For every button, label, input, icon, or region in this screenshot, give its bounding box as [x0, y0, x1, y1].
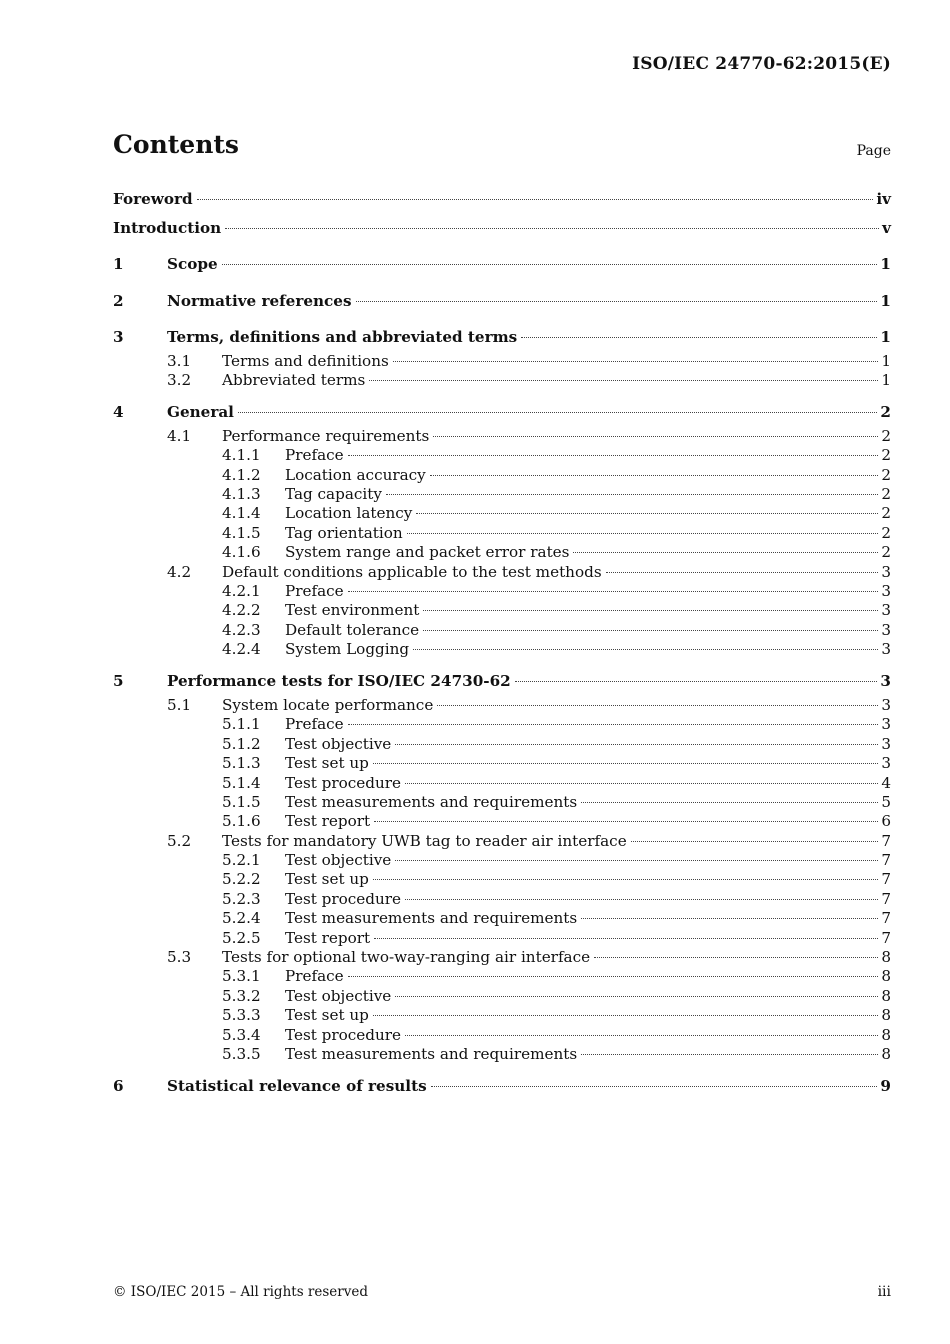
- toc-entry-title: Test report: [285, 928, 371, 947]
- toc-entry-number: 5.1.2: [222, 734, 261, 753]
- toc-entry-page: 2: [880, 403, 891, 422]
- toc-entry[interactable]: [113, 987, 891, 1006]
- dot-leader: [369, 380, 878, 381]
- toc-entry-page: 7: [881, 889, 891, 908]
- dot-leader: [395, 996, 878, 997]
- toc-entry-title: Test environment: [285, 601, 420, 620]
- copyright-notice: © ISO/IEC 2015 – All rights reserved: [113, 1284, 368, 1300]
- toc-entry-title: Preface: [285, 967, 344, 986]
- dot-leader: [197, 199, 874, 200]
- toc-entry-title: Test objective: [285, 734, 392, 753]
- toc-entry[interactable]: [113, 793, 891, 812]
- toc-entry-number: 4.1.2: [222, 465, 261, 484]
- toc-entry-page: 2: [881, 543, 891, 562]
- toc-entry-page: 7: [881, 831, 891, 850]
- toc-entry[interactable]: [113, 563, 891, 582]
- page-column-label: Page: [856, 143, 891, 159]
- toc-entry-page: 3: [881, 734, 891, 753]
- dot-leader: [348, 724, 879, 725]
- toc-entry[interactable]: [113, 1006, 891, 1025]
- dot-leader: [407, 533, 879, 534]
- toc-entry[interactable]: [113, 667, 891, 696]
- toc-entry-page: 3: [881, 715, 891, 734]
- toc-entry-title: Abbreviated terms: [222, 370, 366, 389]
- toc-entry[interactable]: [113, 640, 891, 659]
- toc-entry-page: 3: [881, 754, 891, 773]
- toc-entry-page: 2: [881, 504, 891, 523]
- toc-entry-number: 5.1.4: [222, 773, 261, 792]
- dot-leader: [606, 572, 879, 573]
- dot-leader: [581, 1054, 878, 1055]
- dot-leader: [373, 763, 878, 764]
- toc-entry-page: v: [882, 218, 891, 237]
- toc-entry[interactable]: [113, 524, 891, 543]
- toc-entry-title: Preface: [285, 581, 344, 600]
- toc-entry-title: Performance requirements: [222, 426, 430, 445]
- toc-entry-page: 8: [881, 967, 891, 986]
- dot-leader: [374, 821, 878, 822]
- toc-entry-title: Test report: [285, 812, 371, 831]
- toc-entry[interactable]: [113, 812, 891, 831]
- toc-entry-title: Location accuracy: [285, 465, 426, 484]
- dot-leader: [225, 228, 879, 229]
- dot-leader: [222, 264, 878, 265]
- toc-entry-title: System locate performance: [222, 695, 434, 714]
- dot-leader: [395, 860, 878, 861]
- toc-entry[interactable]: [113, 504, 891, 523]
- toc-entry-title: System Logging: [285, 640, 410, 659]
- page-title: Contents: [113, 130, 240, 159]
- toc-entry-number: 5.1.3: [222, 754, 261, 773]
- toc-entry-page: iv: [876, 190, 891, 208]
- toc-entry-number: 4.1.1: [222, 446, 261, 465]
- toc-entry-page: 7: [881, 870, 891, 889]
- toc-entry-page: 3: [881, 640, 891, 659]
- toc-entry[interactable]: [113, 890, 891, 909]
- toc-entry-page: 3: [881, 562, 891, 581]
- toc-entry-number: 4.1.6: [222, 543, 261, 562]
- toc-entry-title: Scope: [167, 255, 218, 273]
- toc-entry[interactable]: [113, 601, 891, 620]
- toc-entry[interactable]: [113, 909, 891, 928]
- toc-entry-page: 2: [881, 465, 891, 484]
- toc-entry[interactable]: [113, 696, 891, 715]
- toc-entry[interactable]: [113, 352, 891, 371]
- toc-entry[interactable]: [113, 446, 891, 465]
- toc-entry-page: 3: [881, 695, 891, 714]
- toc-entry[interactable]: [113, 466, 891, 485]
- toc-entry-number: 5.3.2: [222, 986, 261, 1005]
- toc-entry[interactable]: [113, 427, 891, 446]
- toc-entry-title: Default conditions applicable to the test methods: [222, 562, 602, 581]
- toc-entry-title: Normative references: [167, 291, 352, 310]
- dot-leader: [386, 494, 878, 495]
- toc-entry[interactable]: [113, 967, 891, 986]
- dot-leader: [430, 475, 879, 476]
- toc-entry[interactable]: [113, 323, 891, 352]
- toc-entry-title: Test procedure: [285, 1025, 402, 1044]
- toc-entry-page: 3: [880, 672, 891, 691]
- toc-entry-number: 5.1: [167, 695, 192, 714]
- toc-entry-title: Test set up: [285, 870, 369, 889]
- dot-leader: [405, 899, 878, 900]
- toc-entry-title: General: [167, 403, 234, 422]
- dot-leader: [348, 976, 879, 977]
- toc-entry-title: Test procedure: [285, 773, 402, 792]
- toc-entry[interactable]: [113, 870, 891, 889]
- toc-entry-number: 5.3: [167, 948, 192, 967]
- toc-entry-number: 3: [113, 328, 124, 346]
- toc-entry-title: Test measurements and requirements: [285, 909, 578, 928]
- toc-entry-number: 5.3.1: [222, 967, 261, 986]
- dot-leader: [437, 705, 878, 706]
- toc-entry-page: 2: [881, 523, 891, 542]
- toc-entry-page: 8: [881, 1006, 891, 1025]
- toc-entry[interactable]: [113, 398, 891, 427]
- toc-entry-title: Test objective: [285, 986, 392, 1005]
- toc-entry-page: 9: [880, 1077, 891, 1096]
- toc-entry[interactable]: [113, 735, 891, 754]
- toc-entry-number: 4.2.3: [222, 620, 261, 639]
- toc-entry[interactable]: [113, 774, 891, 793]
- toc-entry-number: 5.2.3: [222, 889, 261, 908]
- toc-entry[interactable]: [113, 1026, 891, 1045]
- toc-entry-title: Performance tests for ISO/IEC 24730-62: [167, 672, 511, 691]
- dot-leader: [581, 918, 878, 919]
- dot-leader: [373, 879, 878, 880]
- dot-leader: [405, 783, 878, 784]
- toc-entry-title: Preface: [285, 715, 344, 734]
- dot-leader: [433, 436, 878, 437]
- toc-entry-number: 4.1.3: [222, 484, 261, 503]
- page-number: iii: [877, 1284, 891, 1300]
- toc-entry-page: 7: [881, 851, 891, 870]
- toc-entry-title: Tag orientation: [285, 523, 403, 542]
- toc-entry-number: 4.2.4: [222, 640, 261, 659]
- toc-entry[interactable]: [113, 287, 891, 316]
- toc-entry-title: Test set up: [285, 754, 369, 773]
- toc-entry-number: 1: [113, 255, 124, 273]
- dot-leader: [413, 649, 878, 650]
- dot-leader: [416, 513, 878, 514]
- toc-entry-page: 1: [881, 351, 891, 370]
- toc-entry-page: 4: [881, 773, 891, 792]
- dot-leader: [238, 412, 877, 413]
- toc-entry-number: 5.2.5: [222, 928, 261, 947]
- toc-entry-page: 8: [881, 948, 891, 967]
- toc-entry-page: 2: [881, 446, 891, 465]
- toc-entry-page: 8: [881, 986, 891, 1005]
- dot-leader: [631, 841, 879, 842]
- toc-entry-page: 2: [881, 426, 891, 445]
- toc-entry-title: Test set up: [285, 1006, 369, 1025]
- dot-leader: [423, 630, 878, 631]
- toc-entry-number: 4.1.5: [222, 523, 261, 542]
- document-id: ISO/IEC 24770-62:2015(E): [632, 54, 891, 74]
- toc-entry[interactable]: [113, 1072, 891, 1101]
- toc-entry-page: 3: [881, 620, 891, 639]
- toc-entry[interactable]: [113, 485, 891, 504]
- toc-entry[interactable]: [113, 715, 891, 734]
- toc-entry-page: 3: [881, 601, 891, 620]
- dot-leader: [405, 1035, 878, 1036]
- toc-entry-number: 3.2: [167, 370, 192, 389]
- dot-leader: [431, 1086, 878, 1087]
- dot-leader: [423, 610, 878, 611]
- toc-entry[interactable]: [113, 929, 891, 948]
- toc-entry[interactable]: [113, 543, 891, 562]
- toc-entry-title: Preface: [285, 446, 344, 465]
- toc-entry-page: 1: [880, 255, 891, 273]
- toc-entry-title: Default tolerance: [285, 620, 420, 639]
- toc-entry[interactable]: [113, 948, 891, 967]
- toc-entry-page: 3: [881, 581, 891, 600]
- toc-entry-number: 5.2: [167, 831, 192, 850]
- toc-entry-title: Location latency: [285, 504, 413, 523]
- toc-entry-number: 4.2: [167, 562, 192, 581]
- toc-entry-page: 6: [881, 812, 891, 831]
- toc-entry-page: 5: [881, 792, 891, 811]
- toc-entry-title: Tests for optional two-way-ranging air interface: [222, 948, 591, 967]
- toc-entry-title: Foreword: [113, 190, 193, 208]
- toc-entry-number: 4.2.1: [222, 581, 261, 600]
- toc-entry[interactable]: [113, 621, 891, 640]
- toc-entry-number: 4.1: [167, 426, 192, 445]
- dot-leader: [594, 957, 878, 958]
- toc-entry-number: 5.3.5: [222, 1045, 261, 1063]
- toc-entry-number: 5.2.1: [222, 851, 261, 870]
- toc-entry-page: 1: [880, 328, 891, 346]
- toc-entry-title: Tests for mandatory UWB tag to reader air interface: [222, 831, 627, 850]
- toc-entry-title: Test measurements and requirements: [285, 1045, 578, 1063]
- toc-entry-number: 4.2.2: [222, 601, 261, 620]
- toc-entry-number: 5.1.1: [222, 715, 261, 734]
- toc-entry-title: Test procedure: [285, 889, 402, 908]
- toc-entry[interactable]: [113, 582, 891, 601]
- toc-entry[interactable]: [113, 371, 891, 390]
- toc-entry-number: 5.3.3: [222, 1006, 261, 1025]
- dot-leader: [348, 591, 879, 592]
- toc-entry-number: 3.1: [167, 351, 192, 370]
- toc-entry-page: 8: [881, 1025, 891, 1044]
- toc-entry-number: 5.2.2: [222, 870, 261, 889]
- toc-entry-number: 5.2.4: [222, 909, 261, 928]
- toc-entry-page: 8: [881, 1045, 891, 1063]
- toc-entry-number: 4.1.4: [222, 504, 261, 523]
- toc-entry-page: 1: [881, 370, 891, 389]
- dot-leader: [373, 1015, 878, 1016]
- toc-entry-number: 5.1.6: [222, 812, 261, 831]
- toc-entry[interactable]: [113, 185, 891, 214]
- toc-entry-title: Test measurements and requirements: [285, 792, 578, 811]
- toc-entry-title: Test objective: [285, 851, 392, 870]
- dot-leader: [395, 744, 878, 745]
- dot-leader: [393, 361, 879, 362]
- dot-leader: [374, 938, 878, 939]
- toc-entry-page: 7: [881, 928, 891, 947]
- toc-entry-title: Tag capacity: [285, 484, 382, 503]
- toc-entry[interactable]: [113, 754, 891, 773]
- dot-leader: [515, 681, 878, 682]
- toc-entry-number: 5.1.5: [222, 792, 261, 811]
- toc-entry-title: Statistical relevance of results: [167, 1077, 427, 1096]
- toc-entry[interactable]: [113, 214, 891, 243]
- toc-entry-number: 5: [113, 672, 124, 691]
- toc-entry-page: 2: [881, 484, 891, 503]
- toc-entry-number: 2: [113, 291, 124, 310]
- dot-leader: [521, 337, 877, 338]
- toc-entry[interactable]: [113, 1045, 891, 1064]
- toc-entry[interactable]: [113, 250, 891, 279]
- toc-entry[interactable]: [113, 832, 891, 851]
- toc-entry-page: 1: [880, 291, 891, 310]
- toc-entry-number: 5.3.4: [222, 1025, 261, 1044]
- toc-entry-page: 7: [881, 909, 891, 928]
- dot-leader: [356, 301, 878, 302]
- toc-entry-number: 6: [113, 1077, 124, 1096]
- toc-entry-number: 4: [113, 403, 124, 422]
- toc-entry-title: Terms and definitions: [222, 351, 389, 370]
- dot-leader: [581, 802, 878, 803]
- dot-leader: [573, 552, 878, 553]
- toc-entry[interactable]: [113, 851, 891, 870]
- toc-entry-title: Introduction: [113, 218, 222, 237]
- table-of-contents: [113, 185, 891, 1101]
- toc-entry-title: Terms, definitions and abbreviated terms: [167, 328, 518, 346]
- dot-leader: [348, 455, 879, 456]
- toc-entry-title: System range and packet error rates: [285, 543, 570, 562]
